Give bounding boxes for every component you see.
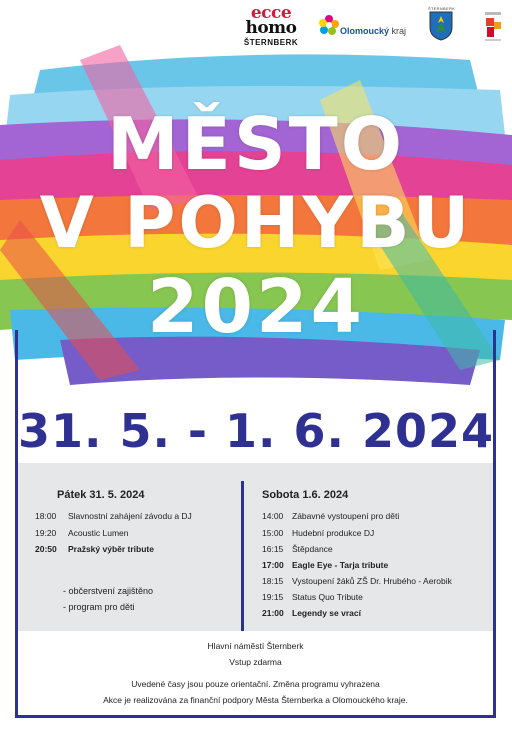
program-event: Hudební produkce DJ	[292, 528, 375, 538]
program-time: 17:00	[262, 560, 284, 570]
olomoucky-kraj-name: Olomoucký	[340, 26, 390, 36]
footer-entry: Vstup zdarma	[229, 657, 282, 667]
program-time: 19:20	[35, 528, 57, 538]
olomoucky-kraj-logo	[318, 14, 410, 40]
program-time: 18:00	[35, 511, 57, 521]
crest-shield-icon	[429, 11, 453, 41]
footer-note-2: Akce je realizována za finanční podpory Města Šternberka a Olomouckého kraje.	[103, 695, 408, 705]
title-line2: V POHYBU	[39, 182, 473, 264]
program-event: Legendy se vrací	[292, 608, 361, 618]
program-time: 19:15	[262, 592, 284, 602]
art-logo-icon	[482, 10, 504, 44]
ecce-homo-logo-line2: homo	[245, 18, 297, 39]
program-time: 15:00	[262, 528, 284, 538]
program-event: Štěpdance	[292, 544, 333, 554]
sternberk-crest-logo	[428, 6, 454, 44]
ecce-homo-logo-line3: ŠTERNBERK	[243, 37, 299, 47]
program-column-divider	[241, 481, 244, 631]
ecce-homo-logo-line1: ecce	[250, 3, 292, 23]
program-time: 21:00	[262, 608, 284, 618]
program-event: Slavnostní zahájení závodu a DJ	[68, 511, 192, 521]
program-time: 20:50	[35, 544, 57, 554]
crest-caption: ŠTERNBERK	[428, 6, 456, 11]
footer-note-1: Uvedené časy jsou pouze orientační. Změna programu vyhrazena	[131, 679, 380, 689]
title-line1: MĚSTO	[106, 102, 405, 186]
friday-note: - občerstvení zajištěno	[63, 586, 154, 596]
program-event: Acoustic Lumen	[68, 528, 129, 538]
program-time: 16:15	[262, 544, 284, 554]
program-event: Zábavné vystoupení pro děti	[292, 511, 400, 521]
saturday-heading: Sobota 1.6. 2024	[262, 489, 349, 501]
art-logo	[482, 10, 504, 44]
program-time: 18:15	[262, 576, 284, 586]
program-event: Eagle Eye - Tarja tribute	[292, 560, 389, 570]
olomoucky-kraj-suffix: kraj	[391, 26, 407, 36]
frame-right-border	[493, 330, 496, 718]
program-time: 14:00	[262, 511, 284, 521]
frame-bottom-border	[15, 715, 496, 718]
program-event: Vystoupení žáků ZŠ Dr. Hrubého - Aerobik	[292, 576, 452, 586]
olomoucky-flower-icon	[318, 14, 340, 36]
friday-heading: Pátek 31. 5. 2024	[57, 489, 145, 501]
program-event: Pražský výběr tribute	[68, 544, 154, 554]
footer-place: Hlavní náměstí Šternberk	[207, 641, 304, 651]
program-event: Status Quo Tribute	[292, 592, 363, 602]
title-line3: 2024	[147, 264, 365, 350]
friday-note: - program pro děti	[63, 602, 135, 612]
event-dates: 31. 5. - 1. 6. 2024	[17, 404, 495, 458]
